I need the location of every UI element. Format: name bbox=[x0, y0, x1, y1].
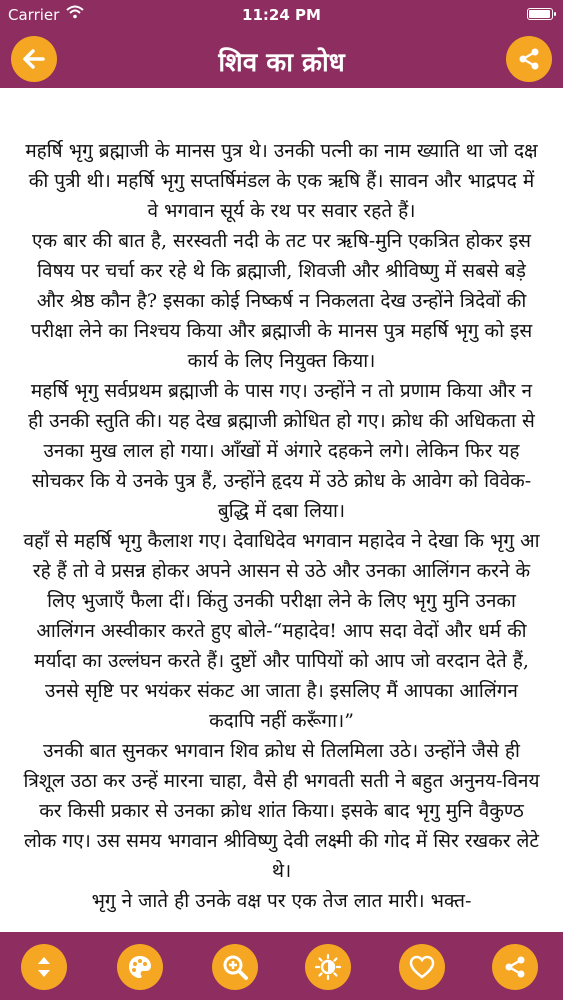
share-icon bbox=[502, 954, 528, 980]
share-icon bbox=[516, 46, 542, 72]
favorite-heart-icon bbox=[408, 953, 436, 981]
story-content[interactable] bbox=[0, 88, 563, 932]
battery-icon bbox=[527, 8, 553, 20]
font-size-icon bbox=[31, 954, 57, 980]
palette-icon bbox=[126, 953, 154, 981]
font-size-button[interactable] bbox=[21, 944, 67, 990]
battery-level-fill bbox=[529, 10, 550, 18]
brightness-icon bbox=[314, 953, 342, 981]
status-bar bbox=[0, 0, 563, 30]
share-button[interactable] bbox=[506, 36, 552, 82]
favorite-button[interactable] bbox=[399, 944, 445, 990]
theme-button[interactable] bbox=[117, 944, 163, 990]
zoom-in-icon bbox=[221, 953, 249, 981]
share-bottom-button[interactable] bbox=[492, 944, 538, 990]
bottom-toolbar bbox=[0, 932, 563, 1000]
page-title: शिव का क्रोध bbox=[218, 48, 345, 78]
brightness-button[interactable] bbox=[305, 944, 351, 990]
status-time: 11:24 PM bbox=[242, 6, 321, 24]
story-text: महर्षि भृगु ब्रह्माजी के मानस पुत्र थे। उनकी पत्नी का नाम ख्याति था जो दक्ष की पुत्री थी। महर्षि भृगु सप्तर्षिमंडल के एक ऋषि हैं। सावन और भाद्रपद में वे भगवान सूर्य के रथ पर सवार रहते हैं। एक बार की बात है, सरस्वती नदी के तट पर ऋषि-मुनि एकत्रित होकर इस विषय पर चर्चा कर रहे थे कि ब्रह्माजी, शिवजी और श्रीविष्णु में सबसे बड़े और श्रेष्ठ कौन है? इसका कोई निष्कर्ष न निकलता देख उन्होंने त्रिदेवों की परीक्षा लेने का निश्चय किया और ब्रह्माजी के मानस पुत्र महर्षि भृगु को इस कार्य के लिए नियुक्त किया। महर्षि भृगु सर्वप्रथम ब्रह्माजी के पास गए। उन्होंने न तो प्रणाम किया और न ही उनकी स्तुति की। यह देख ब्रह्माजी क्रोधित हो गए। क्रोध की अधिकता से उनका मुख लाल हो गया। आँखों में अंगारे दहकने लगे। लेकिन फिर यह सोचकर कि ये उनके पुत्र हैं, उन्होंने हृदय में उठे क्रोध के आवेग को विवेक-बुद्धि में दबा लिया। वहाँ से महर्षि भृगु कैलाश गए। देवाधिदेव भगवान महादेव ने देखा कि भृगु आ रहे हैं तो वे प्रसन्न होकर अपने आसन से उठे और उनका आलिंगन करने के लिए भुजाएँ फैला दीं। किंतु उनकी परीक्षा लेने के लिए भृगु मुनि उनका आलिंगन अस्वीकार करते हुए बोले-“महादेव! आप सदा वेदों और धर्म की मर्यादा का उल्लंघन करते हैं। दुष्टों और पापियों को आप जो वरदान देते हैं, उनसे सृष्टि पर भयंकर संकट आ जाता है। इसलिए मैं आपका आलिंगन कदापि नहीं करूँगा।” उनकी बात सुनकर भगवान शिव क्रोध से तिलमिला उठे। उन्होंने जैसे ही त्रिशूल उठा कर उन्हें मारना चाहा, वैसे ही भगवती सती ने बहुत अनुनय-विनय कर किसी प्रकार से उनका क्रोध शांत किया। इसके बाद भृगु मुनि वैकुण्ठ लोक गए। उस समय भगवान श्रीविष्णु देवी लक्ष्मी की गोद में सिर रखकर लेटे थे। भृगु ने जाते ही उनके वक्ष पर एक तेज लात मारी। भक्त- bbox=[23, 140, 540, 912]
carrier-label: Carrier bbox=[8, 6, 60, 24]
navigation-bar bbox=[0, 30, 563, 88]
zoom-button[interactable] bbox=[212, 944, 258, 990]
